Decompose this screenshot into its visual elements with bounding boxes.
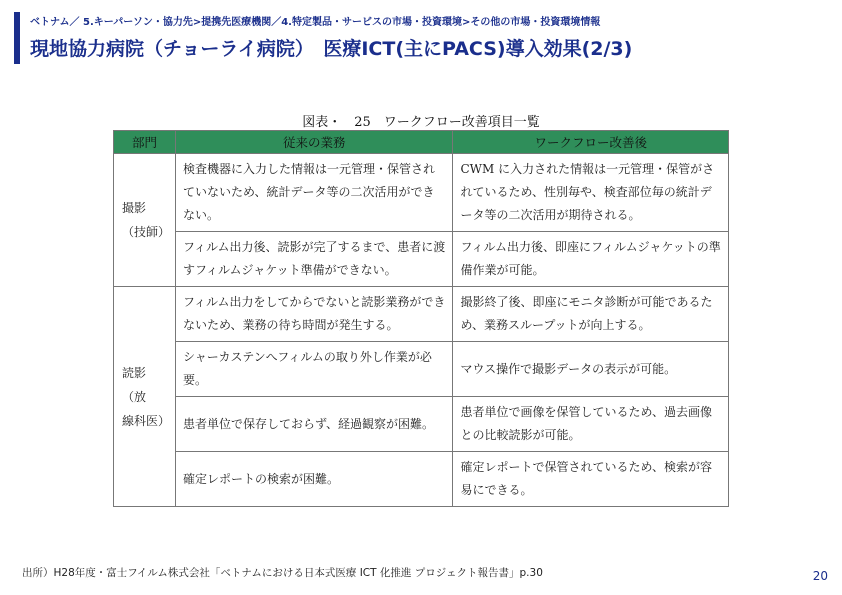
before-cell: 検査機器に入力した情報は一元管理・保管されていないため、統計データ等の二次活用ができない。: [175, 154, 453, 232]
after-cell: フィルム出力後、即座にフィルムジャケットの準備作業が可能。: [453, 232, 729, 287]
table-row: [114, 397, 729, 452]
table-caption: 図表・ 25 ワークフロー改善項目一覧: [302, 115, 540, 130]
header-before: 従来の業務: [175, 131, 453, 154]
before-cell: フィルム出力をしてからでないと読影業務ができないため、業務の待ち時間が発生する。: [175, 287, 453, 342]
table-row: [114, 452, 729, 507]
table-row: [114, 154, 729, 232]
header-dept: 部門: [114, 131, 176, 154]
after-cell: 撮影終了後、即座にモニタ診断が可能であるため、業務スループットが向上する。: [453, 287, 729, 342]
before-cell: シャーカステンへフィルムの取り外し作業が必要。: [175, 342, 453, 397]
table-row: [114, 232, 729, 287]
workflow-table: [113, 130, 729, 507]
page-title: 現地協力病院（チョーライ病院） 医療ICT(主にPACS)導入効果(2/3): [30, 38, 633, 60]
before-cell: 確定レポートの検索が困難。: [175, 452, 453, 507]
dept-cell-reading: 読影（放 線科医）: [114, 287, 176, 507]
after-cell: マウス操作で撮影データの表示が可能。: [453, 342, 729, 397]
breadcrumb: ベトナム／ 5.キーパーソン・協力先>提携先医療機関／4.特定製品・サービスの市場・投資環境>その他の市場・投資環境情報: [30, 17, 601, 28]
source-note: 出所）H28年度・富士フイルム株式会社「ベトナムにおける日本式医療 ICT 化推進 プロジェクト報告書」p.30: [22, 567, 543, 579]
before-cell: フィルム出力後、読影が完了するまで、患者に渡すフィルムジャケット準備ができない。: [175, 232, 453, 287]
after-cell: 患者単位で画像を保管しているため、過去画像との比較読影が可能。: [453, 397, 729, 452]
table-header-row: [114, 131, 729, 154]
title-accent-bar: [14, 12, 20, 64]
page-number: 20: [812, 569, 828, 583]
after-cell: 確定レポートで保管されているため、検索が容易にできる。: [453, 452, 729, 507]
table-row: [114, 342, 729, 397]
header-after: ワークフロー改善後: [453, 131, 729, 154]
table-row: [114, 287, 729, 342]
before-cell: 患者単位で保存しておらず、経過観察が困難。: [175, 397, 453, 452]
after-cell: CWM に入力された情報は一元管理・保管がされているため、性別毎や、検査部位毎の統計データ等の二次活用が期待される。: [453, 154, 729, 232]
dept-cell-imaging: 撮影 （技師）: [114, 154, 176, 287]
